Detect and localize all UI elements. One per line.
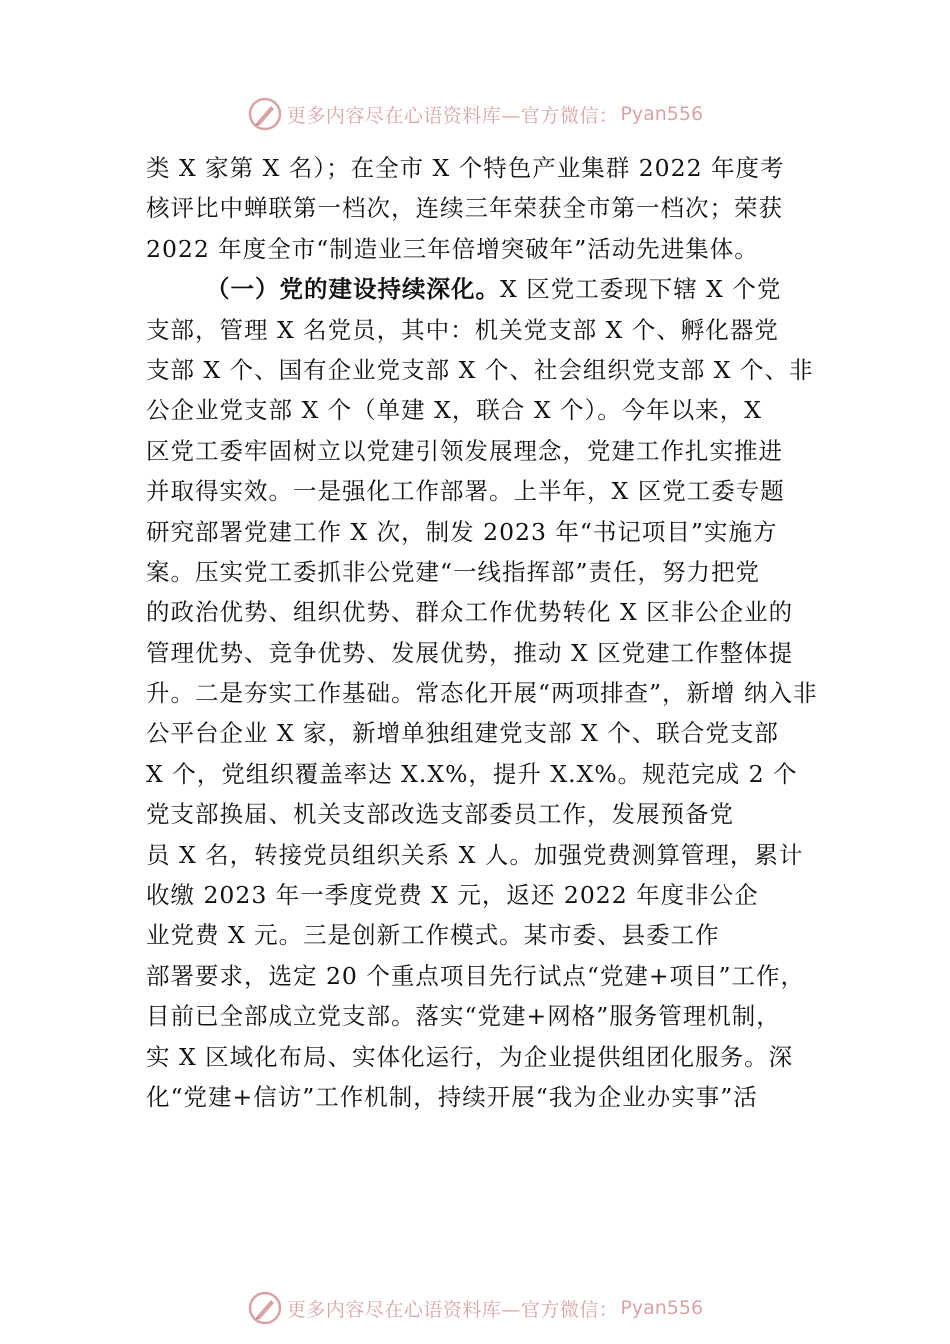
text-line: 目前已全部成立党支部。落实“党建+网格”服务管理机制，	[146, 1002, 781, 1031]
watermark-id: Pyan556	[620, 1297, 704, 1319]
text-line: 部署要求，选定 20 个重点项目先行试点“党建+项目”工作，	[146, 961, 806, 990]
text-line: 类 X 家第 X 名）；在全市 X 个特色产业集群 2022 年度考	[146, 154, 785, 182]
watermark-header	[0, 94, 950, 134]
text-line: 化“党建+信访”工作机制，持续开展“我为企业办实事”活	[146, 1082, 758, 1111]
section-heading: （一）党的建设持续深化。	[206, 275, 500, 304]
text-line: 核评比中蝉联第一档次，连续三年荣获全市第一档次；荣获	[146, 194, 783, 223]
watermark-id: Pyan556	[620, 103, 704, 125]
watermark-footer	[0, 1288, 950, 1328]
text-line: 并取得实效。一是强化工作部署。上半年，X 区党工委专题	[146, 477, 785, 506]
text-line: 区党工委牢固树立以党建引领发展理念，党建工作扎实推进	[146, 436, 783, 465]
text-line: 支部，管理 X 名党员，其中：机关党支部 X 个、孵化器党	[146, 315, 779, 344]
text-line: 公平台企业 X 家，新增单独组建党支部 X 个、联合党支部	[146, 719, 779, 748]
text-line: 案。压实党工委抓非公党建“一线指挥部”责任，努力把党	[146, 557, 761, 586]
text-line: 管理优势、竞争优势、发展优势，推动 X 区党建工作整体提	[146, 638, 794, 667]
text-line: 业党费 X 元。三是创新工作模式。某市委、县委工作	[146, 921, 720, 950]
document-body	[146, 148, 818, 1158]
text-line	[146, 1117, 808, 1157]
watermark-text: 更多内容尽在心语资料库—官方微信：	[286, 104, 619, 127]
text-line: 收缴 2023 年一季度党费 X 元，返还 2022 年度非公企	[146, 881, 759, 910]
text-line: 员 X 名，转接党员组织关系 X 人。加强党费测算管理，累计	[146, 840, 804, 869]
text-line: 支部 X 个、国有企业党支部 X 个、社会组织党支部 X 个、非	[146, 355, 814, 384]
text-line: X 个，党组织覆盖率达 X.X%，提升 X.X%。规范完成 2 个	[146, 759, 798, 788]
watermark-text: 更多内容尽在心语资料库—官方微信：	[286, 1298, 619, 1321]
text-line: 2022 年度全市“制造业三年倍增突破年”活动先进集体。	[146, 234, 759, 263]
section-heading-line	[146, 269, 808, 309]
text-line: X 区党工委现下辖 X 个党	[500, 275, 782, 304]
text-line: 实 X 区域化布局、实体化运行，为企业提供组团化服务。深	[146, 1042, 794, 1071]
text-line: 的政治优势、组织优势、群众工作优势转化 X 区非公企业的	[146, 598, 794, 627]
text-line: 党支部换届、机关支部改选支部委员工作，发展预备党	[146, 800, 734, 829]
pen-logo-icon	[247, 96, 283, 132]
text-line: 升。二是夯实工作基础。常态化开展“两项排查”，新增 纳入非	[146, 679, 818, 708]
text-line: 研究部署党建工作 X 次，制发 2023 年“书记项目”实施方	[146, 517, 778, 546]
pen-logo-icon	[247, 1290, 283, 1326]
text-line: 公企业党支部 X 个（单建 X，联合 X 个）。今年以来，X	[146, 396, 763, 425]
